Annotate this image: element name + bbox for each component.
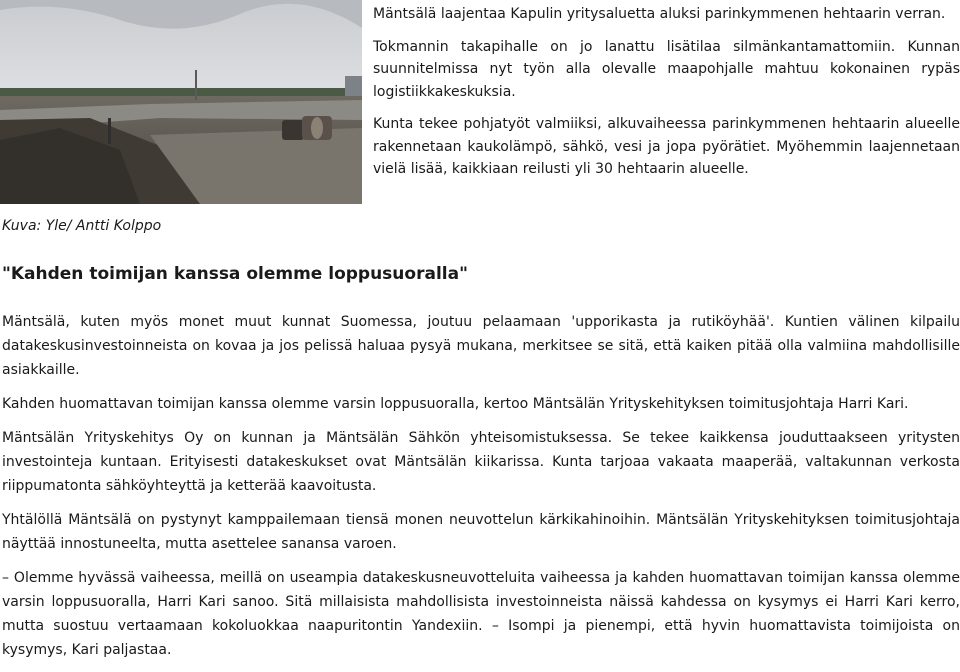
body-paragraph: Kahden huomattavan toimijan kanssa olemme varsin loppusuoralla, kertoo Mäntsälän Yrityskehityksen toimitusjohtaja Harri Kari.	[2, 396, 909, 412]
body-paragraph: Mäntsälä, kuten myös monet muut kunnat Suomessa, joutuu pelaamaan 'upporikasta ja rutiköyhää'. Kuntien välinen kilpailu datakeskusinvestoinneista on kovaa ja jos pelissä haluaa pysyä mukana, merkitsee se sitä, että kaiken pitää olla valmiina mahdollisille asiakkaille.	[2, 314, 960, 378]
side-paragraph: Tokmannin takapihalle on jo lanattu lisätilaa silmänkantamattomiin. Kunnan suunnitelmissa nyt työn alla olevalle maapohjalle mahtuu kokonainen rypäs logistiikkakeskuksia.	[373, 38, 960, 100]
photo-caption: Kuva: Yle/ Antti Kolppo	[2, 218, 162, 234]
lead-text	[373, 3, 960, 191]
article-body	[2, 310, 960, 672]
body-paragraph: Mäntsälän Yrityskehitys Oy on kunnan ja Mäntsälän Sähkön yhteisomistuksessa. Se tekee kaikkensa jouduttaakseen yritysten investointeja kuntaan. Erityisesti datakeskukset ovat Mäntsälän kiikarissa. Kunta tarjoaa vakaata maaperää, valtakunnan verkosta riippumatonta sähköyhteyttä ja ketterää kaavoitusta.	[2, 430, 960, 494]
side-paragraph: Mäntsälä laajentaa Kapulin yritysaluetta aluksi parinkymmenen hehtaarin verran.	[373, 6, 946, 22]
section-heading: "Kahden toimijan kanssa olemme loppusuoralla"	[2, 264, 468, 284]
article-photo	[0, 0, 362, 204]
body-paragraph: – Olemme hyvässä vaiheessa, meillä on useampia datakeskusneuvotteluita vaiheessa ja kahden huomattavan toimijan kanssa olemme varsin loppusuoralla, Harri Kari sanoo. Sitä millaisista mahdollisista investoinneista näissä kahdessa on kysymys ei Harri Kari kerro, mutta suostuu vertaamaan kokoluokkaa naapuritontin Yandexiin. – Isompi ja pienempi, että hyvin huomattavista toimijoista on kysymys, Kari paljastaa.	[2, 570, 960, 658]
side-paragraph: Kunta tekee pohjatyöt valmiiksi, alkuvaiheessa parinkymmenen hehtaarin alueelle rakennetaan kaukolämpö, sähkö, vesi ja jopa pyörätiet. Myöhemmin laajennetaan vielä lisää, kaikkiaan reilusti yli 30 hehtaarin alueelle.	[373, 116, 960, 177]
construction-site-image	[0, 0, 362, 204]
body-paragraph: Yhtälöllä Mäntsälä on pystynyt kamppailemaan tiensä monen neuvottelun kärkikahinoihin. Mäntsälän Yrityskehityksen toimitusjohtaja näyttää innostuneelta, mutta asettelee sanansa varoen.	[2, 512, 960, 552]
